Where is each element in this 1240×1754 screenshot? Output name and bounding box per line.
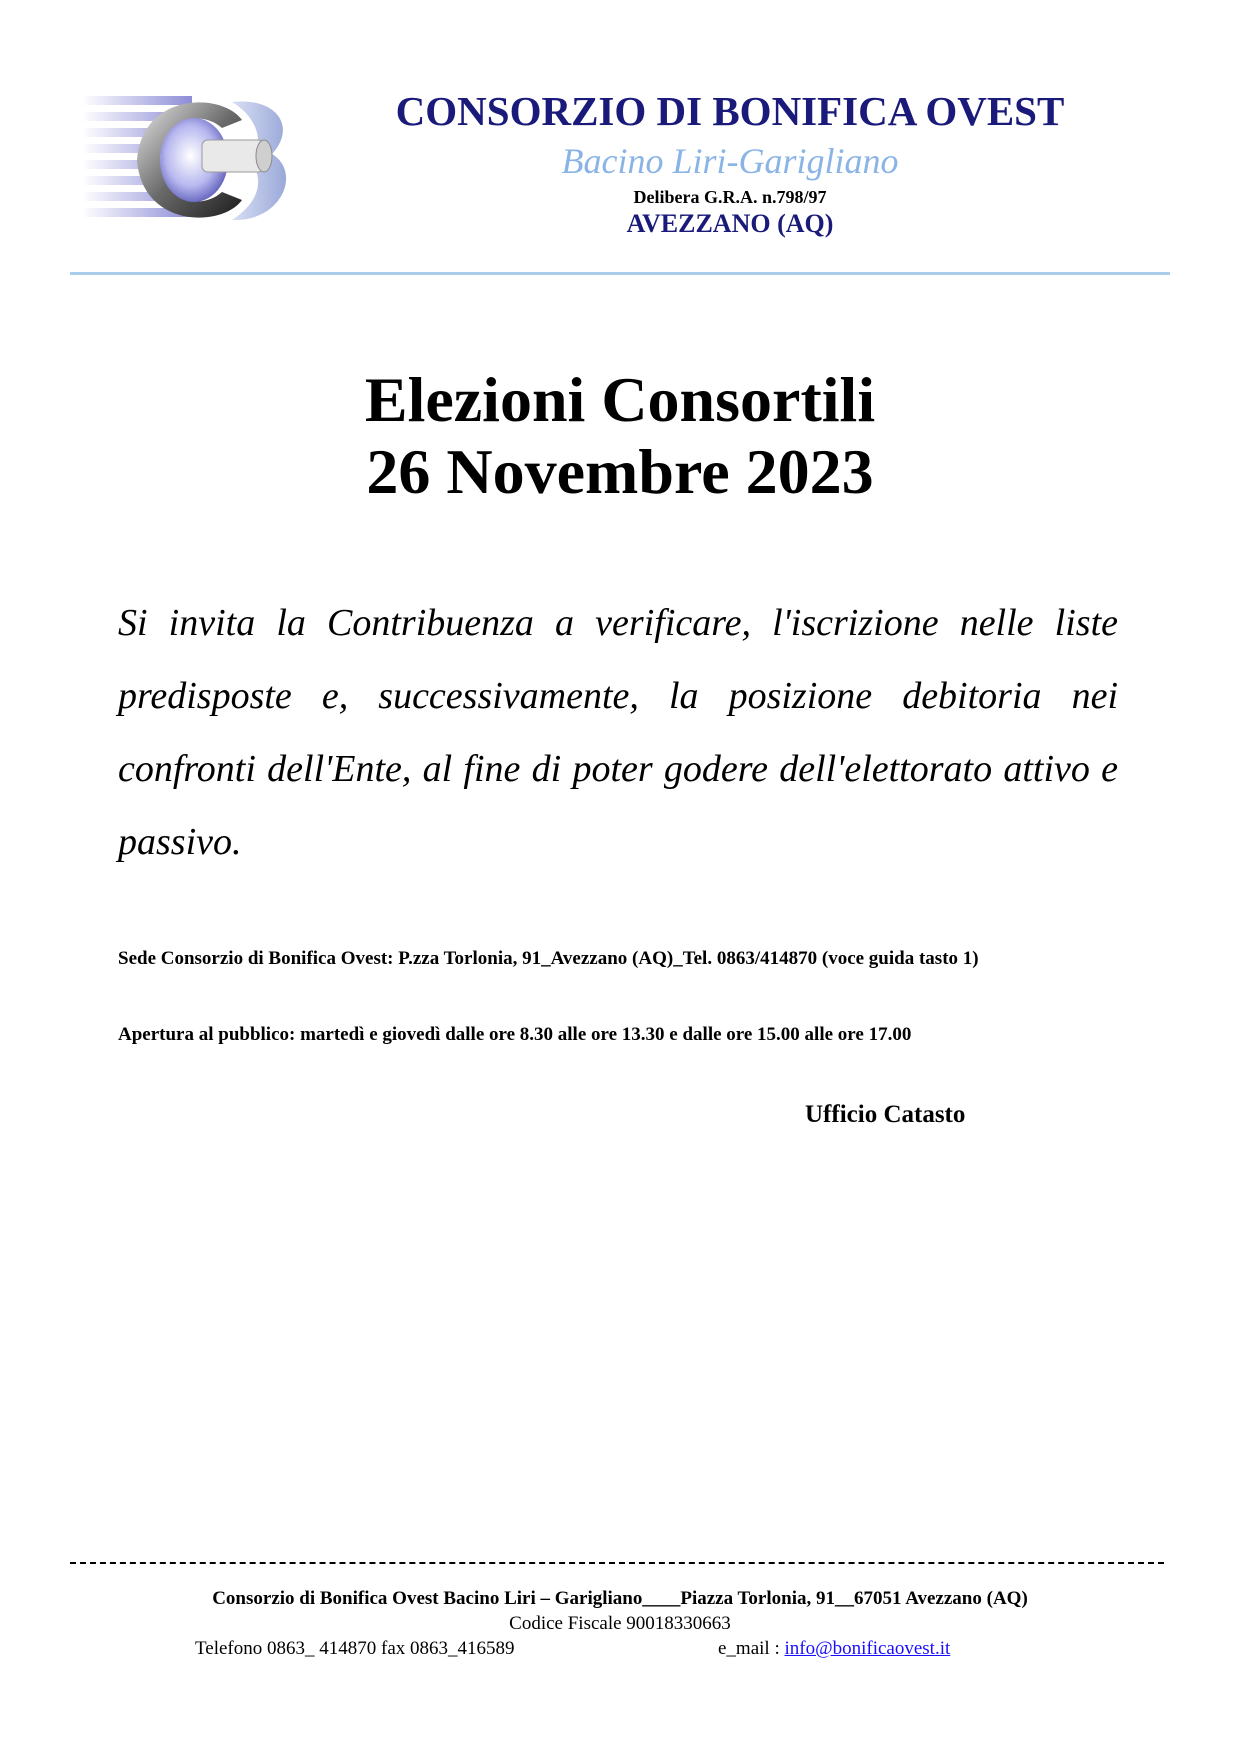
- city-name: AVEZZANO (AQ): [626, 209, 834, 238]
- email-link[interactable]: info@bonificaovest.it: [784, 1638, 951, 1659]
- notice-body: Si invita la Contribuenza a verificare, l'iscrizione nelle liste predisposte e, successivamente, la posizione debitoria nei confronti dell'Ente, al fine di poter godere dell'elettorato attivo e passivo.: [118, 602, 1118, 863]
- footer-phone: Telefono 0863_ 414870 fax 0863_416589: [195, 1638, 515, 1659]
- footer-divider: [70, 1562, 1164, 1564]
- footer-email: [718, 1636, 950, 1661]
- basin-name: Bacino Liri-Garigliano: [561, 141, 899, 181]
- footer-address: Consorzio di Bonifica Ovest Bacino Liri – Garigliano____Piazza Torlonia, 91__67051 Avezzano (AQ): [212, 1588, 1028, 1609]
- opening-hours: Apertura al pubblico: martedì e giovedì dalle ore 8.30 alle ore 13.30 e dalle ore 15.00 alle ore 17.00: [118, 1024, 912, 1045]
- office-address: Sede Consorzio di Bonifica Ovest: P.zza Torlonia, 91_Avezzano (AQ)_Tel. 0863/414870 (voce guida tasto 1): [118, 948, 979, 969]
- delibera-reference: Delibera G.R.A. n.798/97: [633, 187, 827, 207]
- page-title: Elezioni Consortili: [364, 364, 876, 435]
- consortium-logo: [82, 92, 322, 232]
- organization-name: CONSORZIO DI BONIFICA OVEST: [395, 88, 1065, 134]
- footer-fiscal-code: Codice Fiscale 90018330663: [509, 1613, 731, 1634]
- signature: Ufficio Catasto: [805, 1101, 966, 1128]
- header-divider: [70, 272, 1170, 275]
- page-subtitle-date: 26 Novembre 2023: [366, 436, 874, 507]
- footer-email-label: e_mail :: [718, 1638, 780, 1659]
